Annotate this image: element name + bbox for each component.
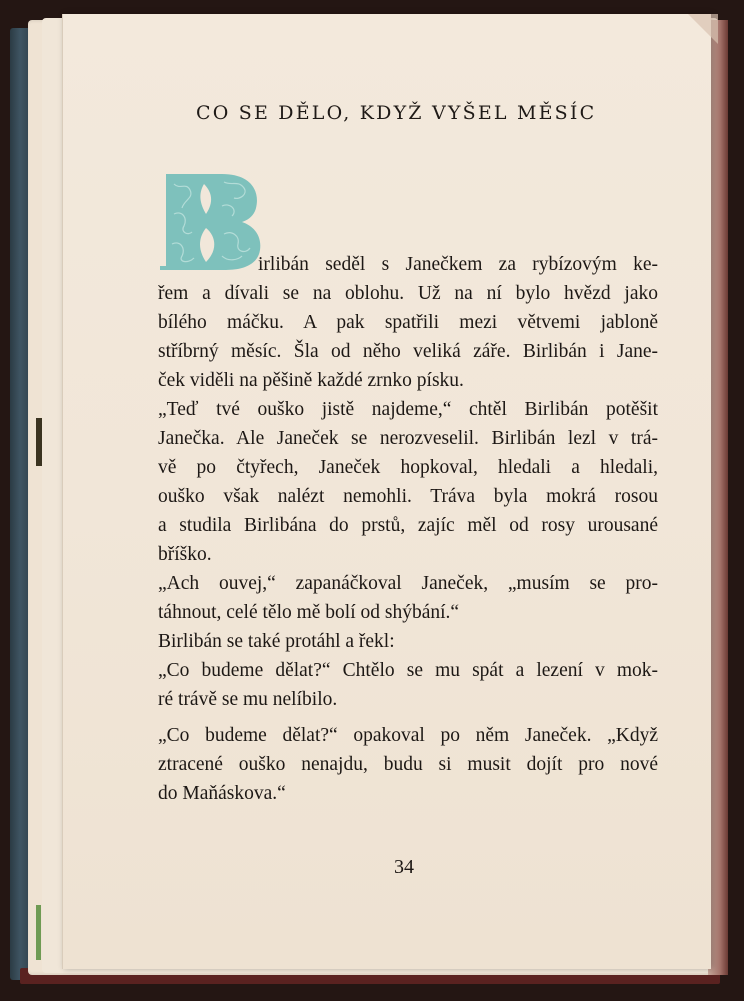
text-line: řem a dívali se na oblohu. Už na ní bylo hvězd jako [158, 283, 658, 304]
text-line: Janečka. Ale Janeček se nerozveselil. Birlibán lezl v trá- [158, 428, 658, 449]
text-line: „Co budeme dělat?“ Chtělo se mu spát a lezení v mok- [158, 660, 658, 681]
text-line: a studila Birlibána do prstů, zajíc měl od rosy urousané [158, 515, 658, 536]
text-line: ček viděli na pěšině každé zrnko písku. [158, 370, 464, 391]
text-line: ztracené ouško nenajdu, budu si musit dojít pro nové [158, 754, 658, 775]
text-line: stříbrný měsíc. Šla od něho veliká záře. Birlibán i Jane- [158, 341, 658, 362]
text-line: bříško. [158, 544, 212, 565]
chapter-title: CO SE DĚLO, KDYŽ VYŠEL MĚSÍC [196, 102, 597, 124]
text-line: vě po čtyřech, Janeček hopkoval, hledali a hledali, [158, 457, 658, 478]
page-edge-right [708, 20, 728, 975]
drop-cap-b-icon [160, 170, 264, 272]
text-line: bílého máčku. A pak spatřili mezi větvemi jabloně [158, 312, 658, 333]
text-line: do Maňáskova.“ [158, 783, 286, 804]
text-line: irlibán seděl s Janečkem za rybízovým ke- [258, 254, 658, 275]
page-number: 34 [394, 856, 414, 878]
text-line: ouško však nalézt nemohli. Tráva byla mokrá rosou [158, 486, 658, 507]
page-stain [36, 418, 42, 466]
text-line: ré trávě se mu nelíbilo. [158, 689, 338, 710]
text-line: „Co budeme dělat?“ opakoval po něm Janeček. „Když [158, 725, 658, 746]
bookmark-strip [36, 905, 41, 960]
text-line: „Ach ouvej,“ zapanáčkoval Janeček, „musím se pro- [158, 573, 658, 594]
text-line: táhnout, celé tělo mě bolí od shýbání.“ [158, 602, 460, 623]
text-line: „Teď tvé ouško jistě najdeme,“ chtěl Birlibán potěšit [158, 399, 658, 420]
text-line: Birlibán se také protáhl a řekl: [158, 631, 395, 652]
